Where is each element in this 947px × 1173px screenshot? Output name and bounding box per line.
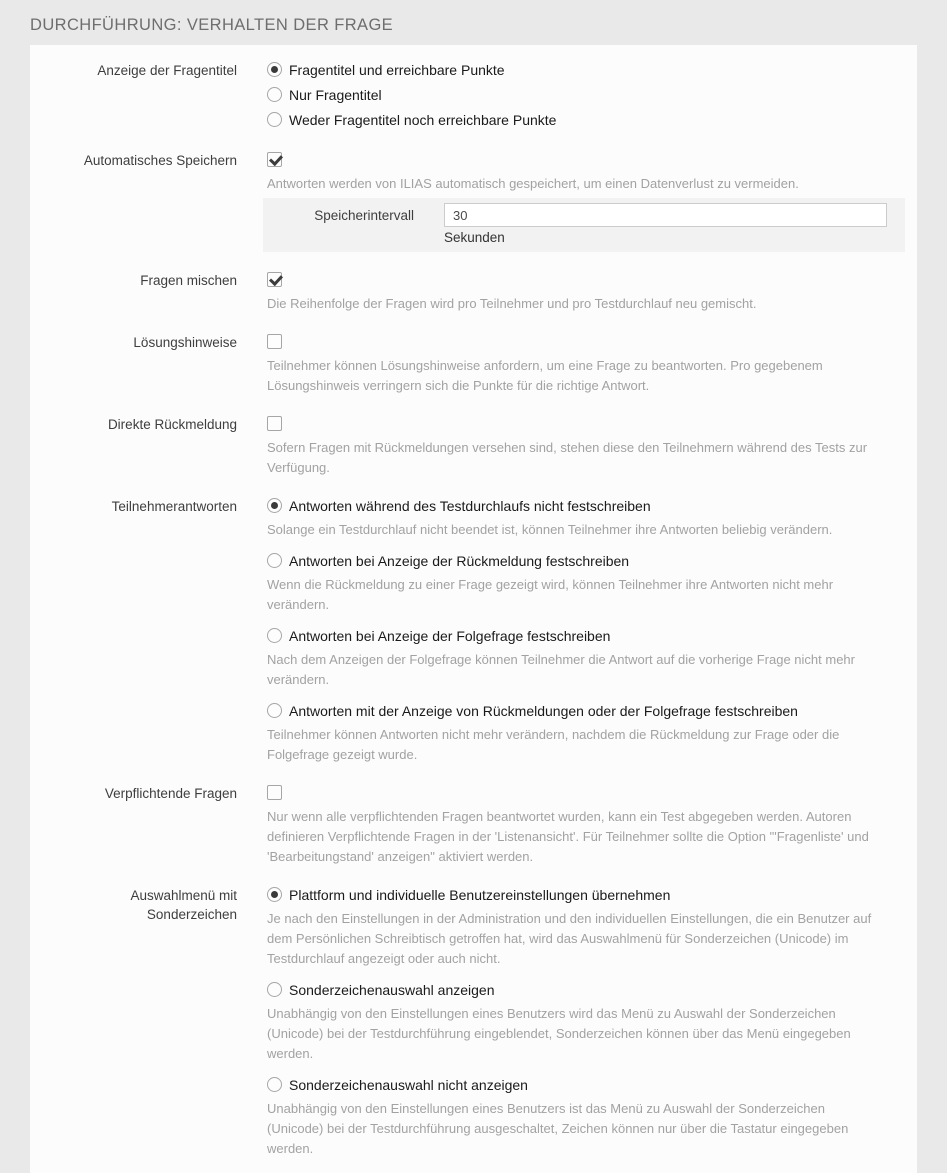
radio-option-folgefrage-festschreiben[interactable] [267,625,905,646]
checkbox-fragen-mischen[interactable] [267,272,282,287]
radio-button-rueckmeldung-oder-folgefrage[interactable] [267,703,282,718]
checkbox-loesungshinweise[interactable] [267,334,282,349]
subpanel-speicherintervall [263,198,905,252]
radio-button-weder-noch[interactable] [267,112,282,127]
byline-fragen-mischen: Die Reihenfolge der Fragen wird pro Teilnehmer und pro Testdurchlauf neu gemischt. [267,296,757,311]
radio-button-sonderzeichen-anzeigen[interactable] [267,982,282,997]
form-row-teilnehmerantworten [30,495,917,767]
radio-label-sonderzeichen-anzeigen[interactable]: Sonderzeichenauswahl anzeigen [289,981,495,998]
settings-form-panel [30,45,917,1173]
byline-plattform-einstellungen: Je nach den Einstellungen in der Administration und den individuellen Einstellungen, die ein Benutzer auf dem Persönlichen Schreibtisch getroffen hat, wird das Auswahlmenü für Sonderzeichen (Unicode) im Testdurchlauf angezeigt oder auch nicht. [267,911,872,966]
form-row-auswahlmenue-sonderzeichen [30,884,917,1161]
radio-option-nur-fragentitel[interactable] [267,84,905,105]
form-row-automatisches-speichern [30,149,917,254]
checkbox-direkte-rueckmeldung[interactable] [267,416,282,431]
speicherintervall-input[interactable] [444,203,887,227]
page-title: DURCHFÜHRUNG: VERHALTEN DER FRAGE [30,16,394,34]
radio-option-weder-noch[interactable] [267,109,905,130]
radio-option-plattform-einstellungen[interactable] [267,884,905,905]
field-label-auswahlmenue-sonderzeichen: Auswahlmenü mit Sonderzeichen [130,888,237,922]
form-row-verpflichtende-fragen [30,782,917,869]
radio-option-fragentitel-und-punkte[interactable] [267,59,905,80]
field-label-automatisches-speichern: Automatisches Speichern [83,153,237,168]
byline-sonderzeichen-nicht-anzeigen: Unabhängig von den Einstellungen eines Benutzers ist das Menü zu Auswahl der Sonderzeichen (Unicode) bei der Testdurchführung ausgeschaltet, Zeichen können nur über die Tastatur eingegeben werden. [267,1101,849,1156]
field-label-verpflichtende-fragen: Verpflichtende Fragen [104,786,237,801]
radio-button-sonderzeichen-nicht-anzeigen[interactable] [267,1077,282,1092]
byline-folgefrage-festschreiben: Nach dem Anzeigen der Folgefrage können Teilnehmer die Antwort auf die vorherige Frage nicht mehr verändern. [267,652,855,687]
form-row-loesungshinweise [30,331,917,398]
radio-label-plattform-einstellungen[interactable]: Plattform und individuelle Benutzereinstellungen übernehmen [289,886,671,903]
radio-option-sonderzeichen-nicht-anzeigen[interactable] [267,1074,905,1095]
field-label-direkte-rueckmeldung: Direkte Rückmeldung [107,417,237,432]
radio-label-rueckmeldung-oder-folgefrage[interactable]: Antworten mit der Anzeige von Rückmeldungen oder der Folgefrage festschreiben [289,702,798,719]
checkbox-verpflichtende-fragen[interactable] [267,785,282,800]
field-label-fragen-mischen: Fragen mischen [140,273,237,288]
radio-button-nur-fragentitel[interactable] [267,87,282,102]
speicherintervall-unit: Sekunden [444,230,505,245]
radio-label-sonderzeichen-nicht-anzeigen[interactable]: Sonderzeichenauswahl nicht anzeigen [289,1076,528,1093]
form-row-direkte-rueckmeldung [30,413,917,480]
page-header [0,0,947,45]
byline-rueckmeldung-oder-folgefrage: Teilnehmer können Antworten nicht mehr verändern, nachdem die Rückmeldung zur Frage oder die Folgefrage gezeigt wurde. [267,727,840,762]
radio-button-nicht-festschreiben[interactable] [267,498,282,513]
radio-button-plattform-einstellungen[interactable] [267,887,282,902]
byline-nicht-festschreiben: Solange ein Testdurchlauf nicht beendet ist, können Teilnehmer ihre Antworten beliebig verändern. [267,522,833,537]
radio-button-folgefrage-festschreiben[interactable] [267,628,282,643]
radio-button-fragentitel-und-punkte[interactable] [267,62,282,77]
checkbox-automatisches-speichern[interactable] [267,152,282,167]
field-label-anzeige-der-fragentitel: Anzeige der Fragentitel [97,63,237,78]
radio-option-nicht-festschreiben[interactable] [267,495,905,516]
field-label-loesungshinweise: Lösungshinweise [133,335,237,350]
radio-label-nicht-festschreiben[interactable]: Antworten während des Testdurchlaufs nicht festschreiben [289,497,651,514]
field-label-teilnehmerantworten: Teilnehmerantworten [111,499,237,514]
byline-verpflichtende-fragen: Nur wenn alle verpflichtenden Fragen beantwortet wurden, kann ein Test abgegeben werden. Autoren definieren Verpflichtende Fragen in der 'Listenansicht'. Für Teilnehmer sollte die Option "'Fragenliste' und 'Bearbeitungstand' anzeigen" aktiviert werden. [267,809,869,864]
radio-label-rueckmeldung-festschreiben[interactable]: Antworten bei Anzeige der Rückmeldung festschreiben [289,552,630,569]
byline-automatisches-speichern: Antworten werden von ILIAS automatisch gespeichert, um einen Datenverlust zu vermeiden. [267,176,799,191]
radio-label-nur-fragentitel[interactable]: Nur Fragentitel [289,86,382,103]
radio-label-folgefrage-festschreiben[interactable]: Antworten bei Anzeige der Folgefrage festschreiben [289,627,611,644]
field-label-speicherintervall: Speicherintervall [314,208,414,223]
radio-option-sonderzeichen-anzeigen[interactable] [267,979,905,1000]
byline-loesungshinweise: Teilnehmer können Lösungshinweise anfordern, um eine Frage zu beantworten. Pro gegebenem Lösungshinweis verringern sich die Punkte für die richtige Antwort. [267,358,823,393]
radio-label-fragentitel-und-punkte[interactable]: Fragentitel und erreichbare Punkte [289,61,505,78]
form-row-fragen-mischen [30,269,917,316]
form-row-anzeige-der-fragentitel [30,59,917,134]
byline-direkte-rueckmeldung: Sofern Fragen mit Rückmeldungen versehen sind, stehen diese den Teilnehmern während des Tests zur Verfügung. [267,440,868,475]
radio-label-weder-noch[interactable]: Weder Fragentitel noch erreichbare Punkte [289,111,557,128]
radio-button-rueckmeldung-festschreiben[interactable] [267,553,282,568]
byline-sonderzeichen-anzeigen: Unabhängig von den Einstellungen eines Benutzers wird das Menü zu Auswahl der Sonderzeichen (Unicode) bei der Testdurchführung eingeblendet, Sonderzeichen können über das Menü eingegeben werden. [267,1006,851,1061]
radio-option-rueckmeldung-oder-folgefrage[interactable] [267,700,905,721]
byline-rueckmeldung-festschreiben: Wenn die Rückmeldung zu einer Frage gezeigt wird, können Teilnehmer ihre Antworten nicht mehr verändern. [267,577,834,612]
radio-option-rueckmeldung-festschreiben[interactable] [267,550,905,571]
